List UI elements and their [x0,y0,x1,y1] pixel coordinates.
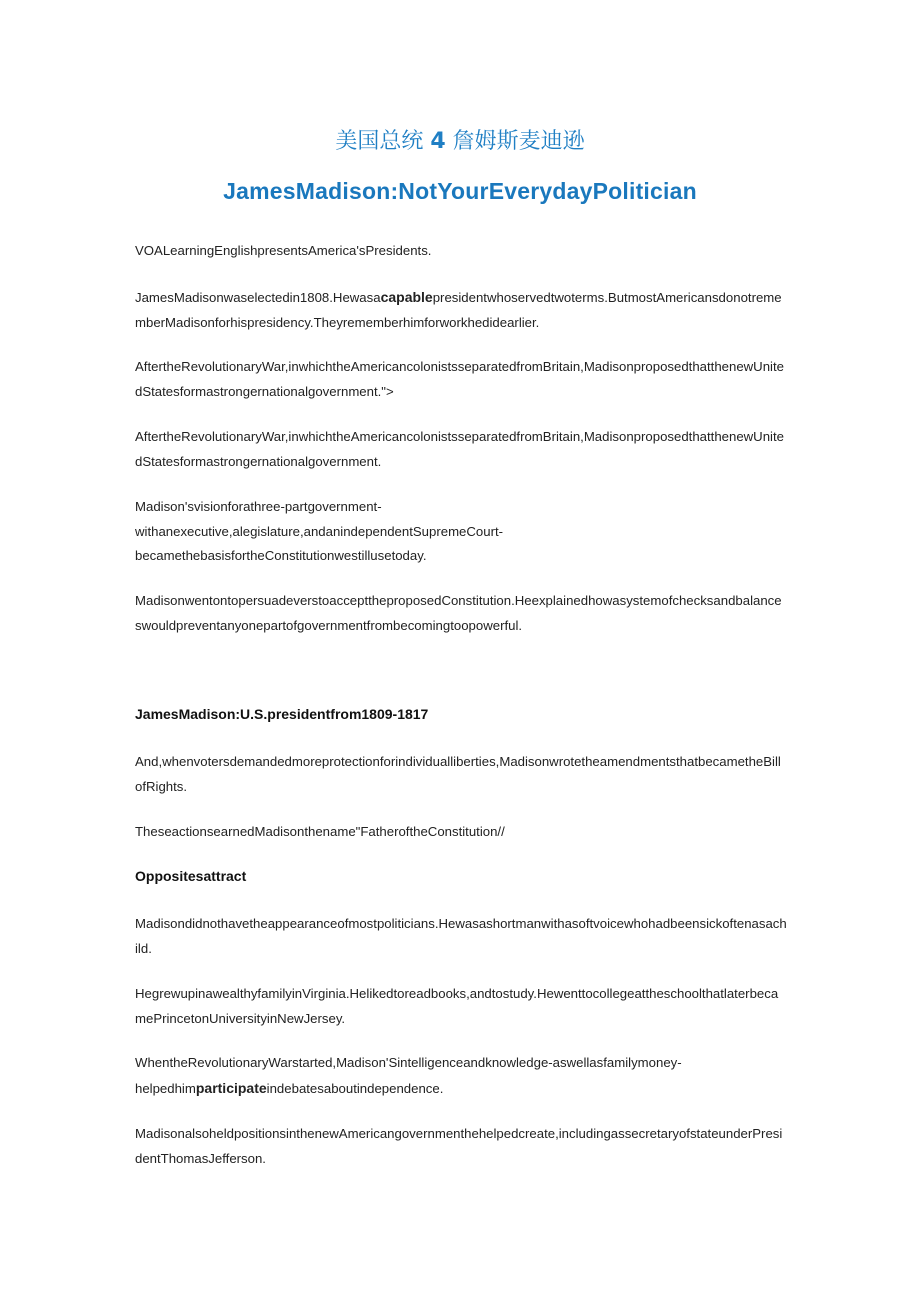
paragraph-positions: MadisonalsoheldpositionsinthenewAmericangovernmenthehelpedcreate,includingassecretaryofstateunderPresidentThomasJefferson. [135,1126,783,1166]
paragraph-vision-line-1: Madison'svisionforathree-partgovernment- [135,499,382,514]
paragraph-persuade: MadisonwentontopersuadeverstoaccepttheproposedConstitution.Heexplainedhowasystemofchecksandbalanceswouldpreventanyonepartofgovernmentfrombecomingtoopowerful. [135,593,782,633]
chinese-title-number: 4 [430,129,446,154]
chinese-title-part-a: 美国总统 [335,129,424,154]
paragraph-war-started-text-a: helpedhim [135,1080,196,1096]
paragraph-revolution-2: AftertheRevolutionaryWar,inwhichtheAmericancolonistsseparatedfromBritain,MadisonproposedthatthenewUnitedStatesformastrongernationalgovernment. [135,429,784,469]
paragraph-war-started-line-2 [135,1076,787,1102]
chinese-title-part-b: 詹姆斯麦迪逊 [452,129,585,154]
paragraph-intro: VOALearningEnglishpresentsAmerica'sPresidents. [135,243,432,258]
paragraph-war-started-text-b: indebatesaboutindependence. [266,1080,444,1096]
paragraph-appearance: Madisondidnothavetheappearanceofmostpoliticians.Hewasashortmanwithasoftvoicewhohadbeensickoftenasachild. [135,916,787,956]
english-title: JamesMadison:NotYourEverydayPolitician [223,178,697,204]
paragraph-revolution-1: AftertheRevolutionaryWar,inwhichtheAmericancolonistsseparatedfromBritain,MadisonproposedthatthenewUnitedStatesformastrongernationalgovernment."> [135,359,784,399]
paragraph-father: TheseactionsearnedMadisonthename"FatheroftheConstitution// [135,824,505,839]
section-heading-president: JamesMadison:U.S.presidentfrom1809-1817 [135,706,429,722]
paragraph-elected-text-b: presidentwhoservedtwoterms.ButmostAmericansdonotrememberMadisonforhispresidency.Theyrememberhimforworkhedidearlier. [135,290,782,330]
section-heading-opposites: Oppositesattract [135,868,247,884]
paragraph-childhood: HegrewupinawealthyfamilyinVirginia.Helikedtoreadbooks,andtostudy.HewenttocollegeattheschoolthatlaterbecamePrincetonUniversityinNewJersey. [135,986,779,1026]
highlight-word-participate: participate [195,1079,267,1096]
paragraph-vision [135,495,787,569]
paragraph-elected-text-a: JamesMadisonwaselectedin1808.Hewasa [135,290,381,305]
paragraph-war-started-line-1: WhentheRevolutionaryWarstarted,Madison'Sintelligenceandknowledge-aswellasfamilymoney- [135,1055,682,1070]
paragraph-war-started [135,1051,787,1101]
paragraph-vision-line-3: becamethebasisfortheConstitutionwestillusetoday. [135,548,427,563]
paragraph-vision-line-2: withanexecutive,alegislature,andanindependentSupremeCourt- [135,523,504,539]
paragraph-bill-of-rights: And,whenvotersdemandedmoreprotectionforindividualliberties,MadisonwrotetheamendmentsthatbecametheBillofRights. [135,754,781,794]
highlight-word-capable: capable [380,289,433,305]
paragraph-elected [135,285,787,335]
chinese-title [0,124,920,155]
